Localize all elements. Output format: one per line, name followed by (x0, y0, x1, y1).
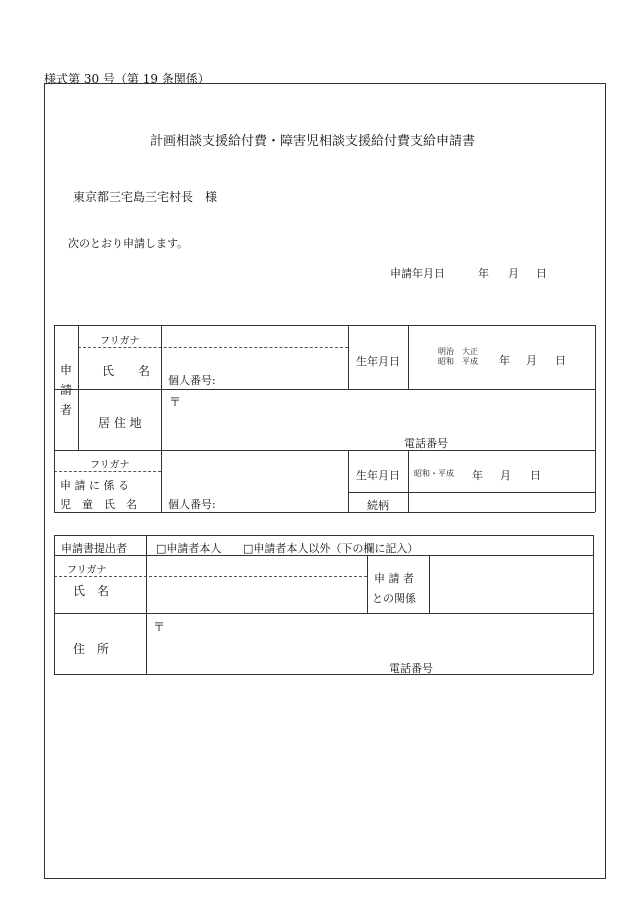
applicant-residence-label: 居 住 地 (98, 416, 142, 430)
child-label-line2: 児 童 氏 名 (60, 498, 137, 511)
child-birth-label: 生年月日 (356, 469, 400, 482)
addressee: 東京都三宅島三宅村長 様 (73, 190, 218, 204)
child-furigana-label: フリガナ (90, 460, 130, 471)
submitter-option-self-checkbox[interactable]: □申請者本人 (156, 542, 222, 555)
submitter-furigana-label: フリガナ (67, 565, 107, 576)
applicant-my-number-label: 個人番号: (168, 374, 216, 387)
applicant-side-label: 申 請 者 (59, 363, 72, 417)
submitter-postal-mark: 〒 (153, 620, 166, 634)
submitter-option-other-checkbox[interactable]: □申請者本人以外（下の欄に記入） (243, 542, 419, 555)
applicant-birth-label: 生年月日 (356, 355, 400, 368)
child-my-number-label: 個人番号: (168, 498, 216, 511)
child-relation-label: 続柄 (367, 499, 389, 512)
child-label-line1: 申 請 に 係 る (60, 479, 129, 492)
application-year: 年 (478, 267, 489, 280)
form-title: 計画相談支援給付費・障害児相談支援給付費支給申請書 (150, 134, 476, 149)
applicant-birth-month: 月 (526, 354, 537, 367)
application-day: 日 (536, 267, 547, 280)
submitter-relation-line2: との関係 (372, 592, 416, 605)
submitter-name-label: 氏 名 (73, 584, 110, 598)
submitter-address-label: 住 所 (73, 642, 110, 656)
application-date-label: 申請年月日 (390, 267, 445, 280)
child-birth-month: 月 (500, 469, 511, 482)
child-birth-day: 日 (530, 469, 541, 482)
applicant-birth-year: 年 (499, 354, 510, 367)
applicant-name-label: 氏 名 (102, 364, 151, 378)
intro-text: 次のとおり申請します。 (68, 237, 189, 250)
applicant-postal-mark: 〒 (169, 395, 182, 409)
submitter-phone-label: 電話番号 (389, 662, 433, 675)
applicant-phone-label: 電話番号 (404, 437, 448, 450)
form-number: 様式第 30 号（第 19 条関係） (44, 72, 210, 86)
application-month: 月 (508, 267, 519, 280)
submitter-label: 申請書提出者 (61, 542, 127, 555)
applicant-furigana-label: フリガナ (100, 336, 140, 347)
applicant-birth-day: 日 (555, 354, 566, 367)
applicant-era-options: 明治 大正 昭和 平成 (438, 347, 478, 366)
child-birth-year: 年 (472, 469, 483, 482)
submitter-relation-line1: 申 請 者 (374, 572, 414, 585)
child-era-options: 昭和・平成 (414, 469, 454, 478)
